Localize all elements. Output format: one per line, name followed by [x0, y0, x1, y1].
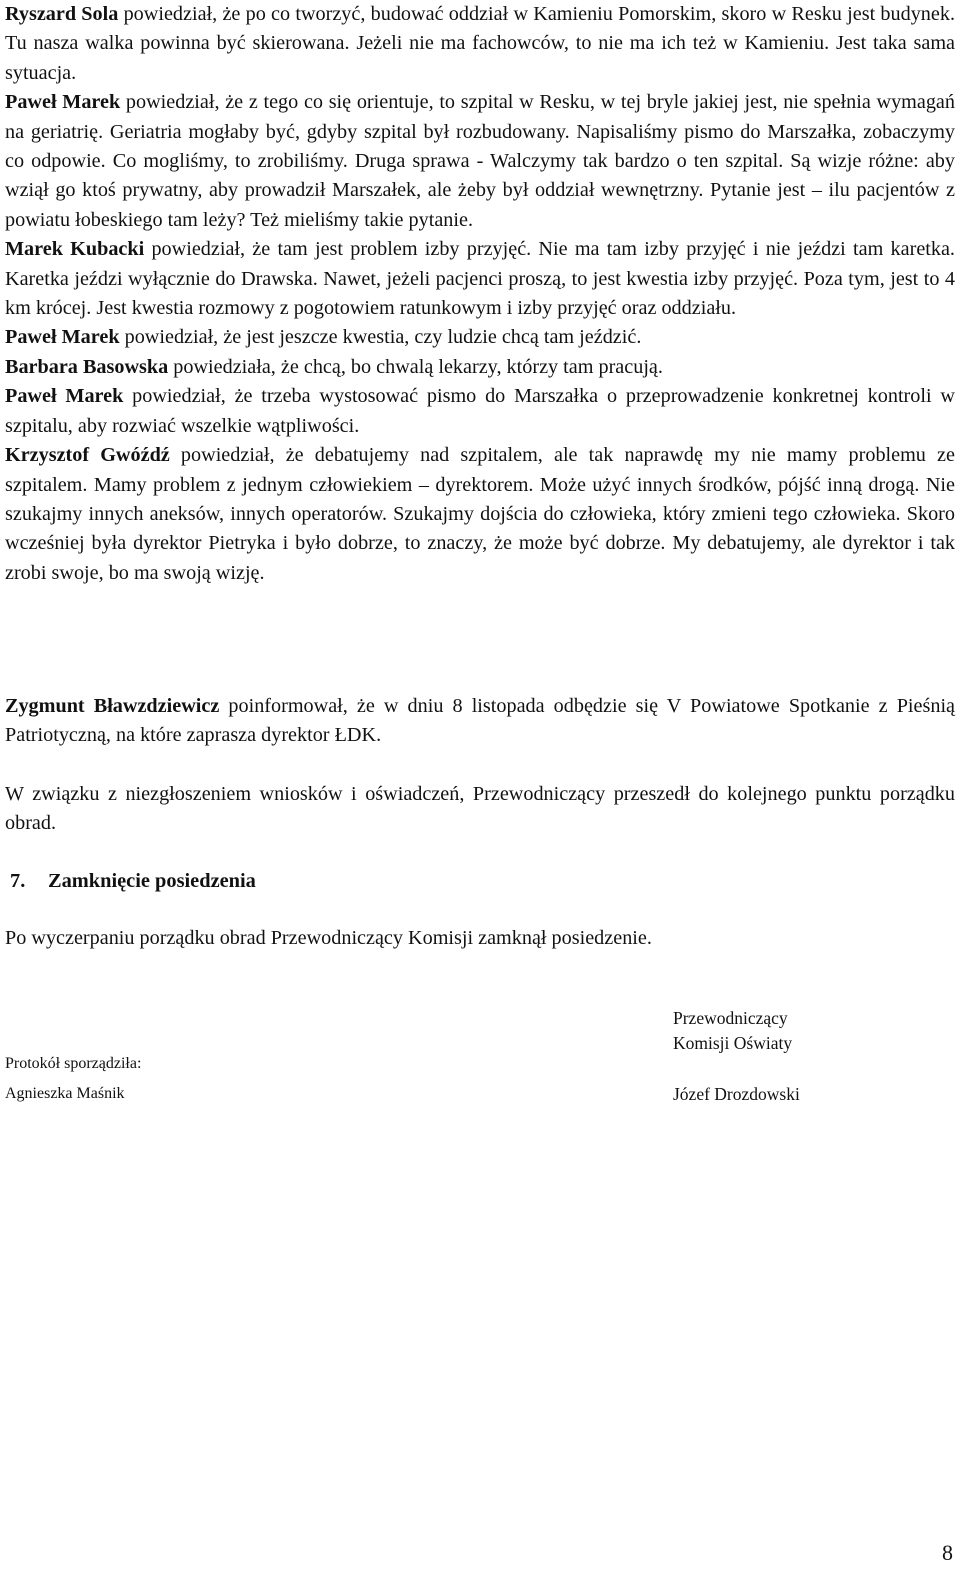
closing-sentence: [5, 924, 955, 953]
speaker-name: Paweł Marek: [5, 91, 121, 114]
committee-name: Komisji Oświaty: [673, 1033, 793, 1053]
chairman-name: Józef Drozdowski: [673, 1084, 800, 1104]
statement-text: powiedział, że po co tworzyć, budować oddział w Kamieniu Pomorskim, skoro w Resku jest budynek. Tu nasza walka powinna być skierowana. Jeżeli nie ma fachowców, to nie ma ich też w Kamieniu. Jest taka sama sytuacja.: [5, 3, 955, 84]
statement-paragraph: [5, 382, 955, 441]
protocol-author-name: Agnieszka Maśnik: [5, 1085, 125, 1102]
statement-paragraph: [5, 88, 955, 235]
closing-note: [5, 780, 955, 839]
statement-text: powiedział, że tam jest problem izby przyjęć. Nie ma tam izby przyjęć i nie jeździ tam karetka. Karetka jeździ wyłącznie do Drawska. Nawet, jeżeli pacjenci proszą, to jest kwestia izby przyjęć. Poza tym, jest to 4 km krócej. Jest kwestia rozmowy z pogotowiem ratunkowym i izby przyjęć oraz oddziału.: [5, 238, 955, 320]
statement-paragraph: [5, 0, 955, 88]
statement-text: powiedział, że z tego co się orientuje, to szpital w Resku, w tej bryle jakiej jest, nie spełnia wymagań na geriatrię. Geriatria mogłaby być, gdyby szpital był rozbudowany. Napisaliśmy pismo do Marszałka, zobaczymy co odpowie. Co mogliśmy, to zrobiliśmy. Druga sprawa - Walczymy tak bardzo o ten szpital. Są wizje różne: aby wziął go ktoś prywatny, aby prowadził Marszałek, ale żeby był oddział wewnętrzny. Pytanie jest – ilu pacjentów z powiatu łobeskiego tam leży? Też mieliśmy takie pytanie.: [5, 91, 955, 231]
statement-paragraph: [5, 323, 955, 352]
section-number: 7.: [10, 870, 26, 892]
closing-note-text: W związku z niezgłoszeniem wniosków i oświadczeń, Przewodniczący przeszedł do kolejnego punktu porządku obrad.: [5, 783, 955, 835]
statement-text: powiedział, że trzeba wystosować pismo do Marszałka o przeprowadzenie konkretnej kontroli w szpitalu, aby rozwiać wszelkie wątpliwości.: [5, 385, 955, 437]
announcement-paragraph: [5, 692, 955, 751]
chairman-title: Przewodniczący: [673, 1008, 788, 1028]
statement-text: powiedziała, że chcą, bo chwalą lekarzy, którzy tam pracują.: [168, 355, 663, 378]
speaker-name: Marek Kubacki: [5, 238, 145, 261]
statement-paragraph: [5, 353, 955, 382]
speaker-name: Ryszard Sola: [5, 3, 119, 25]
speaker-name: Zygmunt Bławzdziewicz: [5, 695, 220, 717]
speaker-name: Krzysztof Gwóźdź: [5, 444, 170, 467]
announcement-text: poinformował, że w dniu 8 listopada odbędzie się V Powiatowe Spotkanie z Pieśnią Patriotyczną, na które zaprasza dyrektor ŁDK.: [5, 695, 956, 747]
discussion-transcript: [5, 0, 955, 588]
speaker-name: Paweł Marek: [5, 326, 120, 349]
section-title: Zamknięcie posiedzenia: [48, 870, 256, 892]
page-number: 8: [942, 1540, 953, 1565]
speaker-name: Paweł Marek: [5, 385, 124, 408]
closing-sentence-text: Po wyczerpaniu porządku obrad Przewodniczący Komisji zamknął posiedzenie.: [5, 927, 652, 949]
section-heading: [10, 866, 256, 896]
statement-paragraph: [5, 235, 955, 323]
statement-paragraph: [5, 441, 955, 588]
statement-text: powiedział, że debatujemy nad szpitalem, ale tak naprawdę my nie mamy problemu ze szpitalem. Mamy problem z jednym człowiekiem – dyrektorem. Może użyć innych środków, pójść inną drogą. Nie szukajmy innych aneksów, innych operatorów. Szukajmy dojścia do człowieka, który zmieni tego człowieka. Skoro wcześniej była dyrektor Pietryka i było dobrze, to znaczy, że może być dobrze. My debatujemy, ale dyrektor i tak zrobi swoje, bo ma swoją wizję.: [5, 444, 955, 584]
statement-text: powiedział, że jest jeszcze kwestia, czy ludzie chcą tam jeździć.: [119, 326, 642, 349]
speaker-name: Barbara Basowska: [5, 355, 169, 378]
protocol-author-label: Protokół sporządziła:: [5, 1055, 142, 1072]
